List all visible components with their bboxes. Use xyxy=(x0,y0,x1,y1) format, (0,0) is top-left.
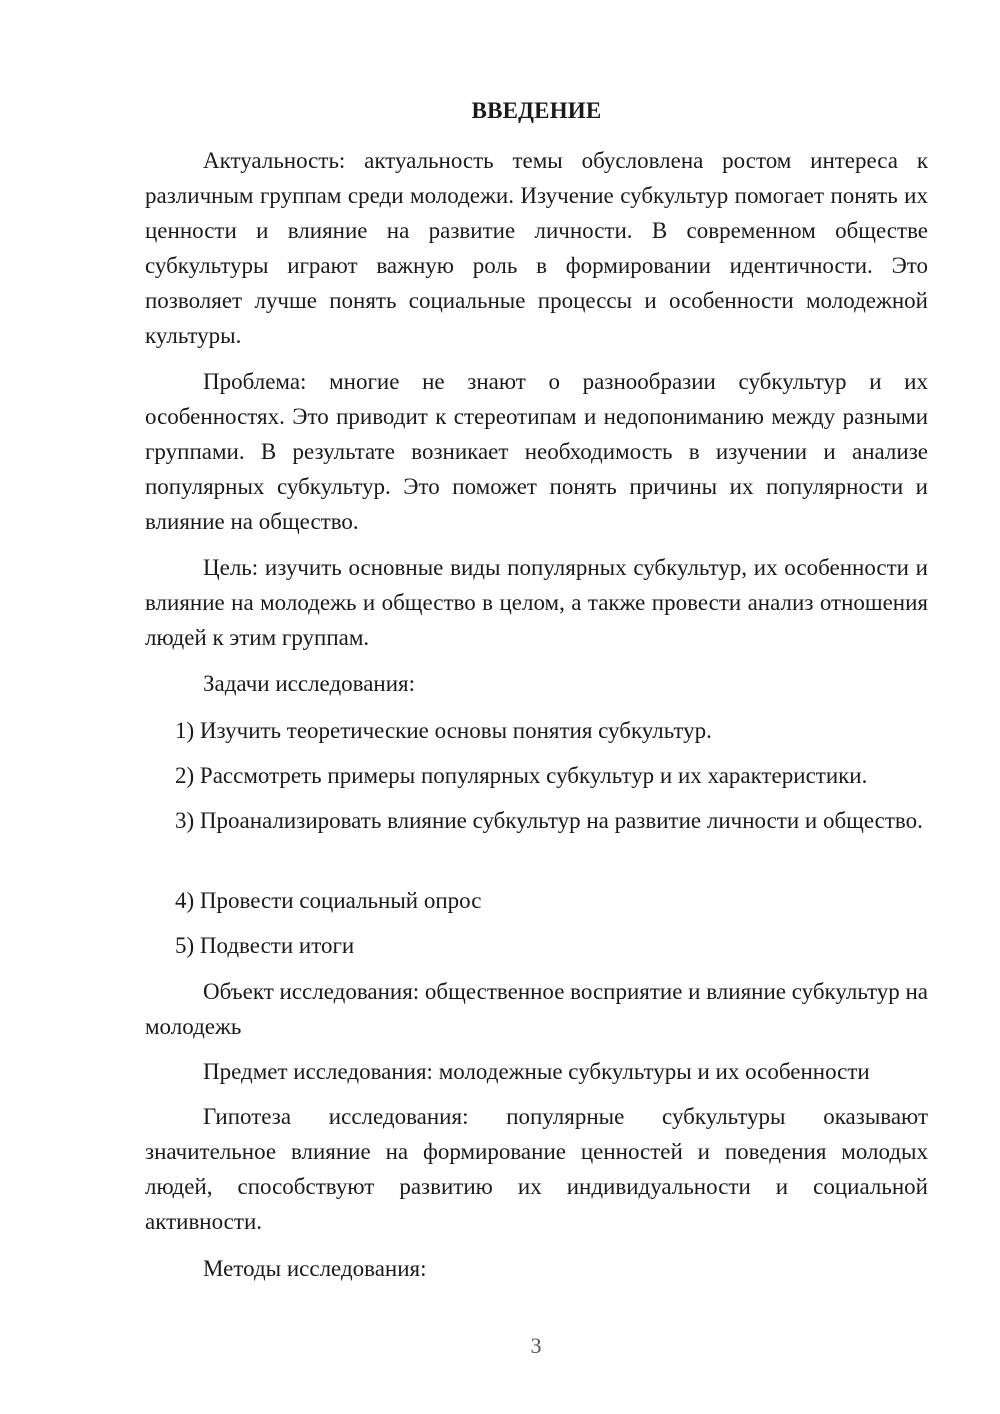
page-number: 3 xyxy=(530,1333,542,1358)
paragraph-tasks-heading: Задачи исследования: xyxy=(203,671,416,696)
list-item-task-2: 2) Рассмотреть примеры популярных субкультур и их характеристики. xyxy=(175,763,868,788)
paragraph-subject: Предмет исследования: молодежные субкультуры и их особенности xyxy=(203,1059,870,1084)
paragraph-problem: Проблема: многие не знают о разнообразии субкультур и их особенностях. Это приводит к стереотипам и недопониманию между разными группами. В результате возникает необходимость в изучении и анализе популярных субкультур. Это поможет понять причины их популярности и влияние на общество. xyxy=(145,369,928,534)
list-item-task-1: 1) Изучить теоретические основы понятия субкультур. xyxy=(175,718,712,743)
list-item-task-5: 5) Подвести итоги xyxy=(175,933,355,958)
list-item-task-3: 3) Проанализировать влияние субкультур на развитие личности и общество. xyxy=(175,808,923,833)
paragraph-relevance: Актуальность: актуальность темы обусловлена ростом интереса к различным группам среди молодежи. Изучение субкультур помогает понять их ценности и влияние на развитие личности. В современном обществе субкультуры играют важную роль в формировании идентичности. Это позволяет лучше понять социальные процессы и особенности молодежной культуры. xyxy=(145,148,928,348)
paragraph-methods-heading: Методы исследования: xyxy=(203,1256,427,1281)
paragraph-object: Объект исследования: общественное восприятие и влияние субкультур на молодежь xyxy=(145,979,928,1039)
page-title: ВВЕДЕНИЕ xyxy=(471,98,602,123)
paragraph-goal: Цель: изучить основные виды популярных субкультур, их особенности и влияние на молодежь и общество в целом, а также провести анализ отношения людей к этим группам. xyxy=(145,555,928,650)
list-item-task-4: 4) Провести социальный опрос xyxy=(175,888,482,913)
paragraph-hypothesis: Гипотеза исследования: популярные субкультуры оказывают значительное влияние на формирование ценностей и поведения молодых людей, способствуют развитию их индивидуальности и социальной активности. xyxy=(145,1104,928,1234)
